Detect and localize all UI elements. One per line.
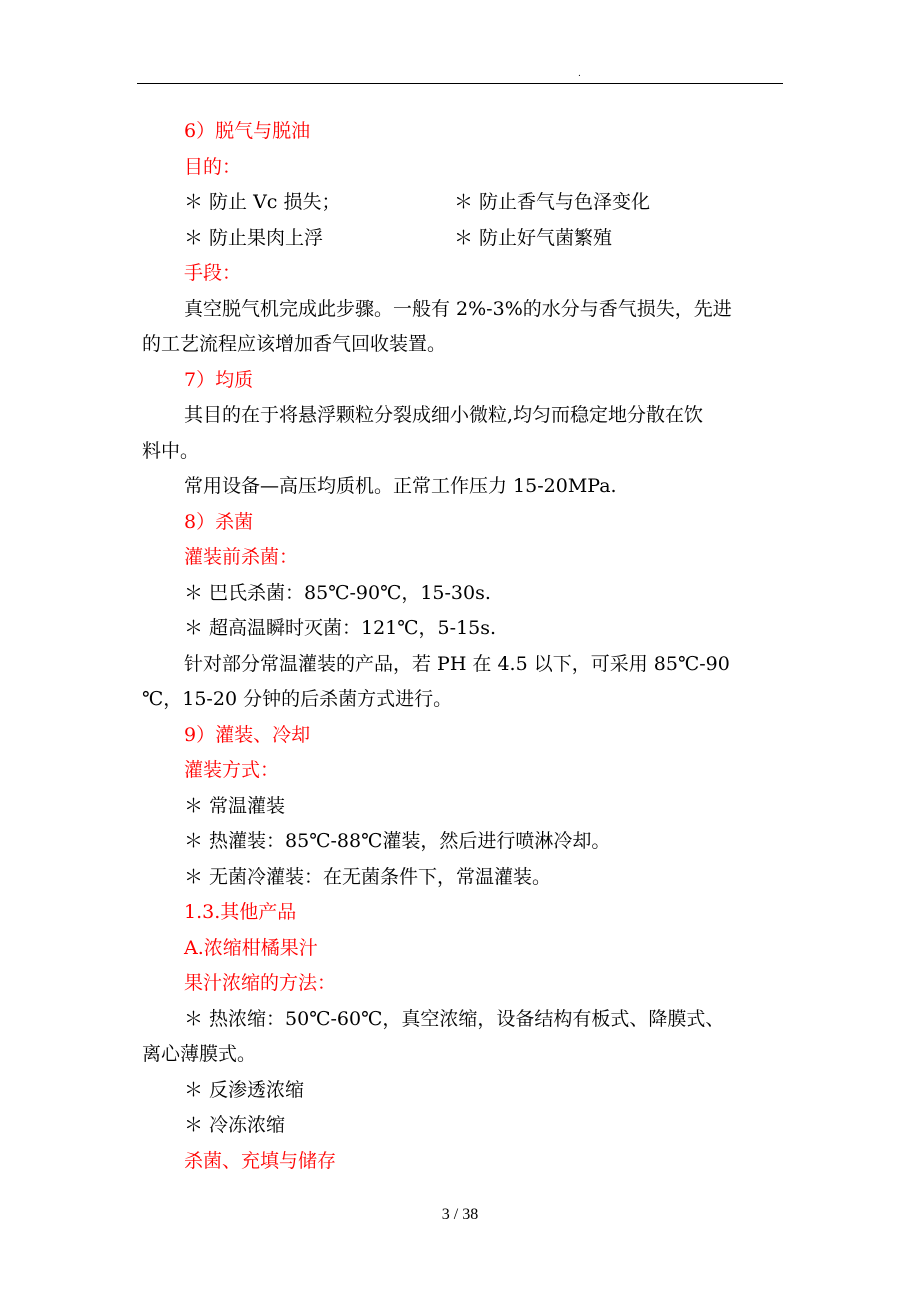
bullet-item: ＊ 常温灌装 xyxy=(184,794,286,817)
bullet-item: ＊ 超高温瞬时灭菌：121℃，5-15s. xyxy=(184,617,497,639)
bullet-item: ＊ 防止好气菌繁殖 xyxy=(454,226,613,249)
document-body xyxy=(142,114,784,1179)
bullet-item: ＊ 无菌冷灌装：在无菌条件下，常温灌装。 xyxy=(184,865,552,888)
purpose-label: 目的： xyxy=(184,155,242,178)
concentration-methods-label: 果汁浓缩的方法： xyxy=(184,972,337,994)
bullet-item: ＊ 热灌装：85℃-88℃灌装，然后进行喷淋冷却。 xyxy=(184,830,611,852)
bullet-item: ＊ 防止果肉上浮 xyxy=(184,226,324,249)
bullet-item: ＊ 防止香气与色泽变化 xyxy=(454,191,651,213)
means-label: 手段： xyxy=(184,262,242,284)
header-mark: . xyxy=(578,69,581,79)
section-6-title: 6）脱气与脱油 xyxy=(184,120,311,142)
paragraph-line: 的工艺流程应该增加香气回收装置。 xyxy=(142,333,447,355)
paragraph-line: 其目的在于将悬浮颗粒分裂成细小微粒,均匀而稳定地分散在饮 xyxy=(184,404,704,426)
section-a-title: A.浓缩柑橘果汁 xyxy=(184,936,318,959)
section-7-title: 7）均质 xyxy=(184,368,254,391)
section-9-title: 9）灌装、冷却 xyxy=(184,723,311,746)
paragraph-line: ℃，15-20 分钟的后杀菌方式进行。 xyxy=(142,688,453,710)
purpose-bullets-row-2 xyxy=(142,221,784,257)
purpose-bullets-row-1 xyxy=(142,185,784,221)
bullet-item: ＊ 热浓缩：50℃-60℃，真空浓缩，设备结构有板式、降膜式、 xyxy=(184,1007,725,1030)
paragraph-line: 离心薄膜式。 xyxy=(142,1043,257,1065)
bullet-item: ＊ 防止 Vc 损失； xyxy=(184,191,341,213)
paragraph-line: 料中。 xyxy=(142,439,200,462)
header-rule xyxy=(137,83,783,84)
bullet-item: ＊ 冷冻浓缩 xyxy=(184,1114,286,1136)
paragraph-line: 真空脱气机完成此步骤。一般有 2%-3%的水分与香气损失，先进 xyxy=(184,297,732,320)
storage-label: 杀菌、充填与储存 xyxy=(184,1149,337,1172)
page-number: 3 / 38 xyxy=(441,1206,479,1223)
paragraph-line: 针对部分常温灌装的产品，若 PH 在 4.5 以下，可采用 85℃-90 xyxy=(184,652,730,675)
bullet-item: ＊ 巴氏杀菌：85℃-90℃，15-30s. xyxy=(184,581,491,604)
bullet-item: ＊ 反渗透浓缩 xyxy=(184,1078,305,1101)
paragraph-line: 常用设备—高压均质机。正常工作压力 15-20MPa. xyxy=(184,475,617,497)
section-1-3-title: 1.3.其他产品 xyxy=(184,901,297,923)
filling-method-label: 灌装方式： xyxy=(184,759,280,781)
prefill-sterilization-label: 灌装前杀菌： xyxy=(184,546,299,568)
section-8-title: 8）杀菌 xyxy=(184,510,254,533)
